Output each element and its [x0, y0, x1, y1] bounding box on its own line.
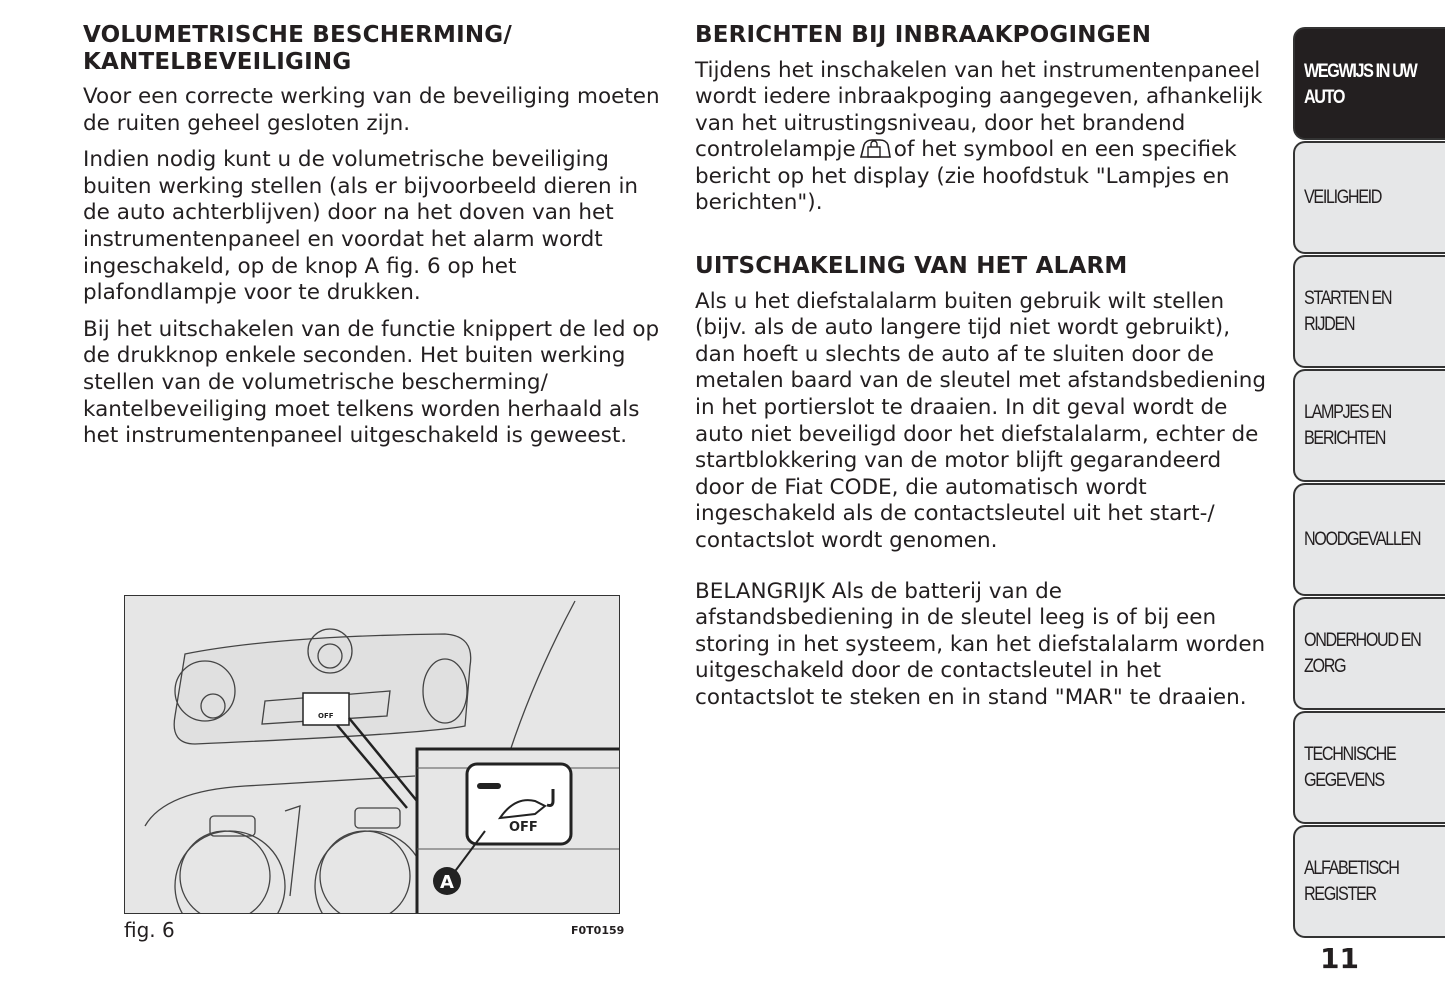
paragraph-line: storing in het systeem, kan het diefstalalarm worden: [695, 631, 1266, 657]
label-a: A: [440, 872, 454, 893]
paragraph: [83, 147, 673, 307]
section-heading-volumetric: [83, 22, 673, 75]
paragraph-line: de auto achterblijven) door na het doven van het: [83, 200, 614, 226]
paragraph-line: Indien nodig kunt u de volumetrische beveiliging: [83, 147, 609, 173]
paragraph-line: Bij het uitschakelen van de functie knippert de led op: [83, 316, 660, 342]
chapter-tab[interactable]: [1293, 711, 1445, 824]
paragraph: [83, 84, 673, 137]
paragraph-lines: [695, 58, 1275, 138]
paragraph-line: de ruiten geheel gesloten zijn.: [83, 110, 411, 136]
chapter-tab-label: ONDERHOUD EN ZORG: [1304, 629, 1421, 677]
paragraph-line: wordt iedere inbraakpoging aangegeven, afhankelijk: [695, 84, 1263, 110]
page-number: 11: [1320, 942, 1359, 975]
chapter-tab[interactable]: [1293, 825, 1445, 938]
text-before-icon: controlelampje: [695, 137, 856, 163]
paragraph-line: instrumentenpaneel en voordat het alarm wordt: [83, 226, 603, 252]
chapter-tab-label: TECHNISCHE GEGEVENS: [1304, 743, 1396, 791]
text-after-icon: of het symbool en een specifiek: [893, 137, 1237, 163]
paragraph-line: Tijdens het inschakelen van het instrumentenpaneel: [695, 57, 1261, 83]
paragraph-line: Als u het diefstalalarm buiten gebruik wilt stellen: [695, 288, 1225, 314]
paragraph-line: kantelbeveiliging moet telkens worden herhaald als: [83, 396, 640, 422]
paragraph-line: ingeschakeld, op de knop A fig. 6 op het: [83, 253, 517, 279]
paragraph-line: bericht op het display (zie hoofdstuk "Lampjes en: [695, 163, 1230, 189]
paragraph-line: startblokkering van de motor blijft gegarandeerd: [695, 448, 1222, 474]
figure-6-illustration: [124, 595, 620, 914]
chapter-tab[interactable]: [1293, 597, 1445, 710]
chapter-tab[interactable]: [1293, 255, 1445, 368]
ceiling-light-illustration: [125, 596, 620, 914]
paragraph-line: in het portierslot te draaien. In dit geval wordt de: [695, 394, 1228, 420]
chapter-tab-label: ALFABETISCH REGISTER: [1304, 857, 1399, 905]
paragraph-line: uitgeschakeld door de contactsleutel in het: [695, 658, 1162, 684]
chapter-tab-label: STARTEN EN RIJDEN: [1304, 287, 1392, 335]
chapter-tab[interactable]: [1293, 27, 1445, 140]
section-heading-break-in-messages: BERICHTEN BIJ INBRAAKPOGINGEN: [695, 22, 1152, 48]
paragraph-line: auto niet beveiligd door het diefstalalarm, echter de: [695, 421, 1259, 447]
alarm-warning-lamp-icon: [858, 137, 892, 161]
off-label: OFF: [509, 820, 538, 835]
paragraph: [83, 317, 673, 450]
section-heading-disable-alarm: UITSCHAKELING VAN HET ALARM: [695, 253, 1128, 280]
chapter-tab[interactable]: [1293, 141, 1445, 254]
right-column: [695, 22, 1275, 721]
paragraph-line: Voor een correcte werking van de beveiliging moeten: [83, 84, 660, 109]
paragraph-line: het instrumentenpaneel uitgeschakeld is geweest.: [83, 423, 628, 449]
chapter-tab-label: VEILIGHEID: [1304, 186, 1382, 208]
paragraph-line: contactslot te steken en in stand "MAR" te draaien.: [695, 684, 1247, 710]
paragraph-line: [695, 137, 1275, 164]
paragraph-line: metalen baard van de sleutel met afstandsbediening: [695, 368, 1266, 394]
chapter-tab-label: LAMPJES EN BERICHTEN: [1304, 401, 1391, 449]
paragraph-line: ingeschakeld als de contactsleutel uit het start-/: [695, 501, 1215, 527]
paragraph-line: dan hoeft u slechts de auto af te sluiten door de: [695, 341, 1214, 367]
chapter-tabs: [1293, 27, 1445, 939]
paragraph-important: [695, 579, 1275, 712]
paragraph-line: contactslot wordt genomen.: [695, 527, 998, 553]
paragraph: [695, 289, 1275, 555]
heading-line: KANTELBEVEILIGING: [83, 48, 352, 75]
paragraph-line: afstandsbediening in de sleutel leeg is of bij een: [695, 605, 1217, 631]
figure-caption: fig. 6: [124, 918, 175, 942]
off-small: OFF: [318, 712, 334, 720]
paragraph-lines: [695, 164, 1275, 217]
chapter-tab-label: NOODGEVALLEN: [1304, 528, 1421, 550]
paragraph-line: van het uitrustingsniveau, door het brandend: [695, 110, 1186, 136]
heading-line: VOLUMETRISCHE BESCHERMING/: [83, 22, 512, 48]
paragraph-line: buiten werking stellen (als er bijvoorbeeld dieren in: [83, 173, 639, 199]
paragraph-line: door de Fiat CODE, die automatisch wordt: [695, 474, 1147, 500]
chapter-tab[interactable]: [1293, 483, 1445, 596]
figure-code: F0T0159: [571, 924, 625, 937]
chapter-tab-label: WEGWIJS IN UW AUTO: [1304, 61, 1417, 108]
paragraph-line: stellen van de volumetrische bescherming/: [83, 369, 548, 395]
chapter-tab[interactable]: [1293, 369, 1445, 482]
paragraph-line: plafondlampje voor te drukken.: [83, 280, 421, 306]
paragraph: [695, 58, 1275, 218]
paragraph-line: (bijv. als de auto langere tijd niet wordt gebruikt),: [695, 315, 1231, 341]
paragraph-line: de drukknop enkele seconden. Het buiten werking: [83, 343, 626, 369]
paragraph-line: berichten").: [695, 190, 823, 216]
paragraph-line: BELANGRIJK Als de batterij van de: [695, 578, 1063, 604]
left-column: [83, 22, 673, 460]
